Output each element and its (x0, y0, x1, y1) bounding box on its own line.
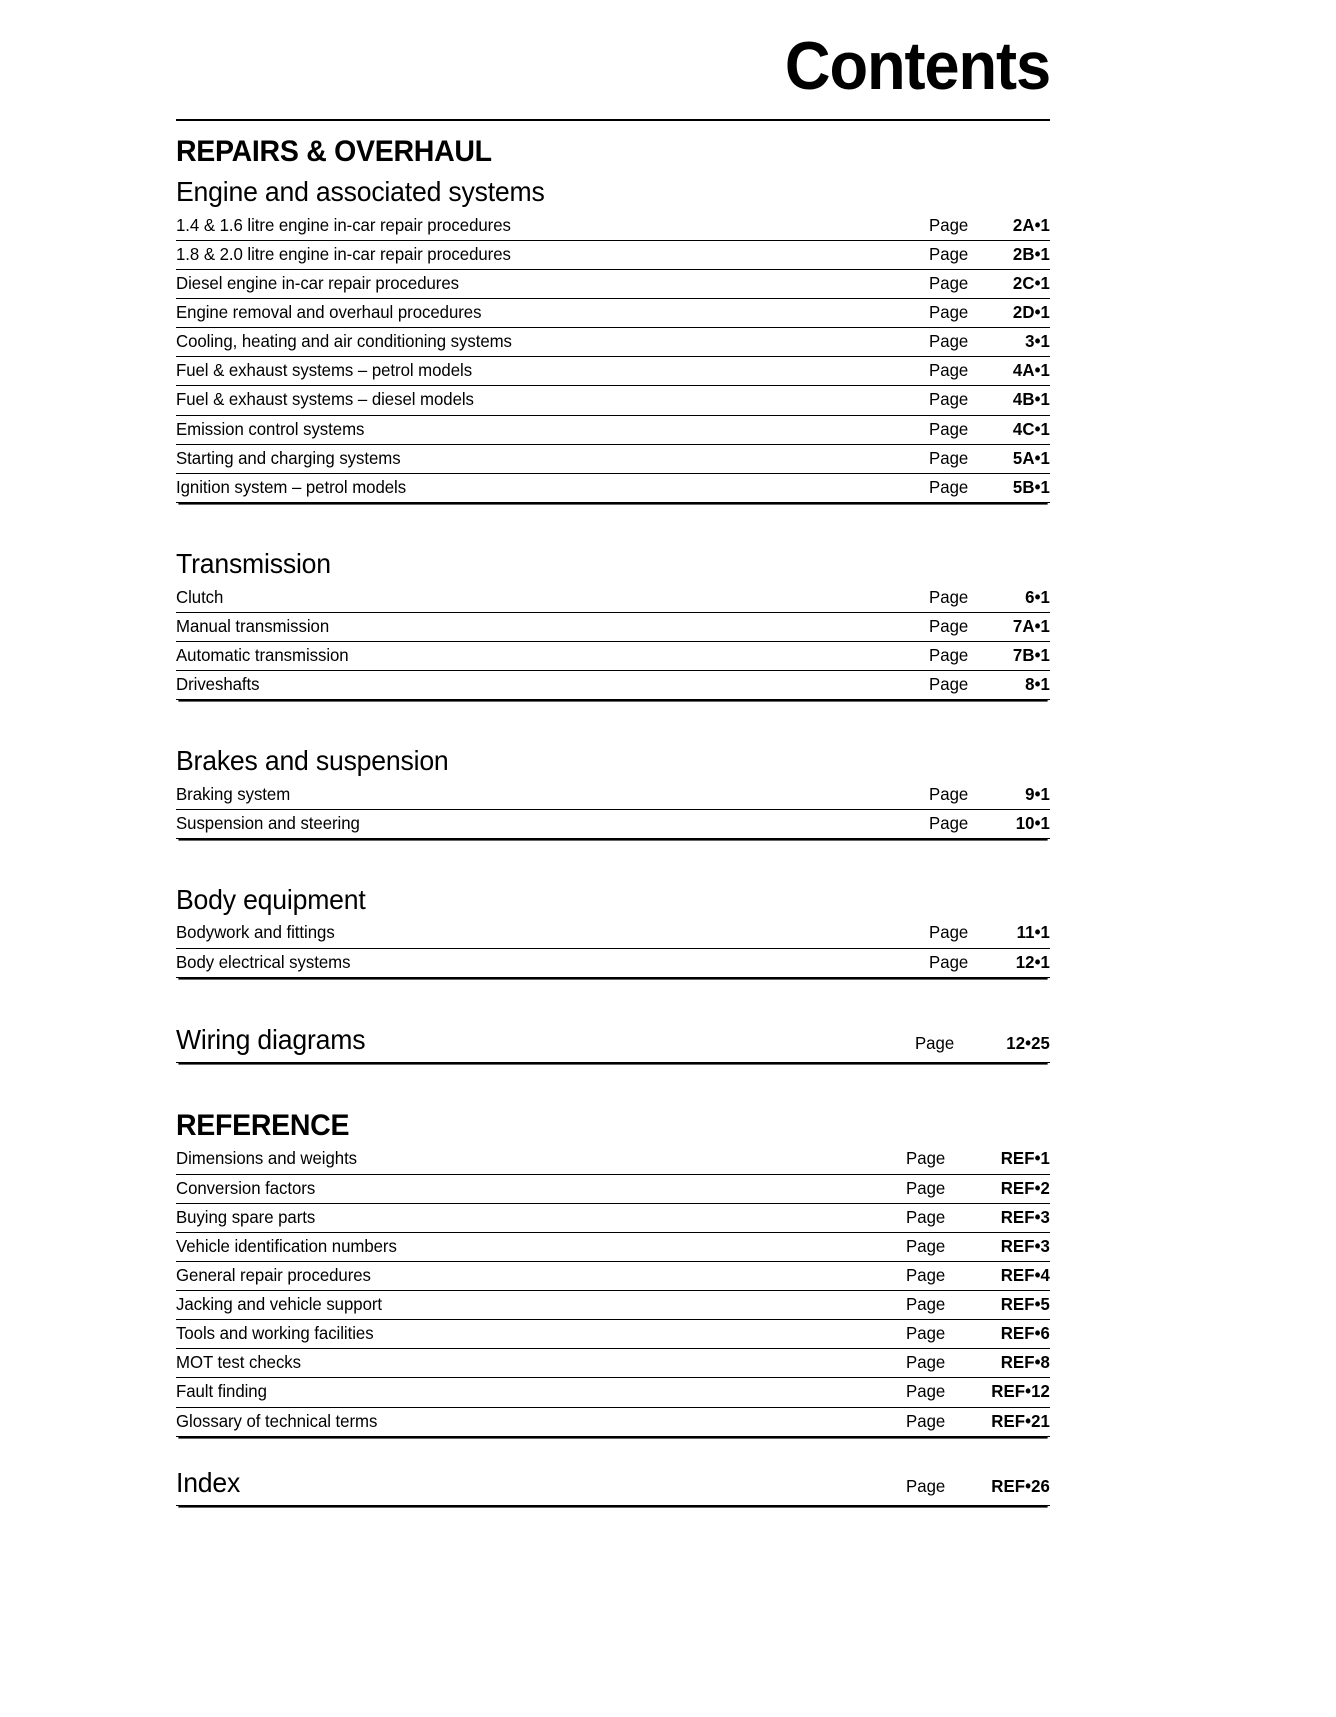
entry-page-number: 8•1 (1025, 673, 1050, 694)
entry-page-label: Page (929, 644, 969, 665)
group-heading: Brakes and suspension (176, 745, 449, 777)
entry-title: 1.4 & 1.6 litre engine in-car repair procedures (176, 214, 511, 235)
entry-title: Ignition system – petrol models (176, 476, 407, 497)
group-body-equipment (176, 879, 1050, 978)
entry-page-number: REF•8 (1000, 1352, 1050, 1373)
entry-title: Index (176, 1466, 241, 1498)
entry-page-label: Page (906, 1148, 946, 1169)
entry-page-label: Page (929, 243, 969, 264)
toc-entry[interactable] (176, 241, 1050, 270)
toc-entry[interactable] (176, 1378, 1050, 1407)
section-reference (176, 1095, 1050, 1506)
entry-page-number: 5B•1 (1012, 476, 1050, 497)
entry-title: Wiring diagrams (176, 1023, 366, 1055)
entry-page-number: REF•6 (1000, 1323, 1050, 1344)
spacer (176, 1437, 1050, 1461)
spacer (176, 700, 1050, 740)
toc-entry[interactable] (176, 299, 1050, 328)
entry-page-label: Page (929, 360, 969, 381)
toc-entry[interactable] (176, 671, 1050, 700)
entry-page-label: Page (929, 615, 969, 636)
toc-entry[interactable] (176, 328, 1050, 357)
entry-page-number: 5A•1 (1012, 447, 1050, 468)
entry-page-label: Page (929, 812, 969, 833)
entry-title: Cooling, heating and air conditioning systems (176, 331, 512, 352)
entry-page-label: Page (915, 1032, 955, 1053)
entry-page-label: Page (929, 272, 969, 293)
entry-page-label: Page (929, 302, 969, 323)
toc-entry[interactable] (176, 1204, 1050, 1233)
entry-page-number: REF•21 (991, 1410, 1050, 1431)
entry-page-label: Page (906, 1264, 946, 1285)
group-heading: Transmission (176, 547, 331, 579)
section-heading: REPAIRS & OVERHAUL (176, 134, 492, 168)
entry-title: Engine removal and overhaul procedures (176, 302, 482, 323)
toc-entry[interactable] (176, 1408, 1050, 1437)
toc-entry-wiring-diagrams[interactable] (176, 1018, 1050, 1063)
entry-page-label: Page (906, 1381, 946, 1402)
entry-page-label: Page (929, 447, 969, 468)
entry-page-label: Page (906, 1410, 946, 1431)
spacer (176, 839, 1050, 879)
entry-title: Conversion factors (176, 1177, 316, 1198)
entry-title: Body electrical systems (176, 951, 351, 972)
entry-page-label: Page (906, 1323, 946, 1344)
toc-entry[interactable] (176, 584, 1050, 613)
entry-page-label: Page (929, 673, 969, 694)
entry-page-number: REF•4 (1000, 1264, 1050, 1285)
entry-title: Fault finding (176, 1381, 267, 1402)
entry-title: General repair procedures (176, 1264, 371, 1285)
toc-entry[interactable] (176, 1291, 1050, 1320)
entry-page-label: Page (929, 214, 969, 235)
entry-title: MOT test checks (176, 1352, 302, 1373)
toc-entry[interactable] (176, 810, 1050, 839)
group-brakes-and-suspension (176, 740, 1050, 839)
group-heading: Body equipment (176, 883, 366, 915)
toc-entry[interactable] (176, 1175, 1050, 1204)
toc-entry[interactable] (176, 613, 1050, 642)
entry-page-number: 4B•1 (1012, 389, 1050, 410)
toc-entry[interactable] (176, 1320, 1050, 1349)
contents-column (176, 0, 1050, 1506)
entry-page-number: REF•26 (991, 1475, 1050, 1496)
entry-page-label: Page (906, 1177, 946, 1198)
entry-title: Dimensions and weights (176, 1148, 358, 1169)
toc-entry[interactable] (176, 474, 1050, 503)
entry-page-label: Page (906, 1206, 946, 1227)
group-engine-and-associated-systems (176, 171, 1050, 503)
group-heading: Engine and associated systems (176, 176, 545, 208)
toc-entry[interactable] (176, 1233, 1050, 1262)
entry-title: Diesel engine in-car repair procedures (176, 272, 459, 293)
entry-page-label: Page (929, 389, 969, 410)
entry-page-label: Page (906, 1352, 946, 1373)
entry-page-label: Page (929, 783, 969, 804)
entry-page-number: REF•3 (1000, 1206, 1050, 1227)
entry-title: Emission control systems (176, 418, 365, 439)
entry-title: Bodywork and fittings (176, 922, 335, 943)
spacer (176, 503, 1050, 543)
toc-entry[interactable] (176, 1349, 1050, 1378)
entry-page-number: 4A•1 (1012, 360, 1050, 381)
toc-entry[interactable] (176, 919, 1050, 948)
entry-page-label: Page (929, 951, 969, 972)
entry-page-number: 2B•1 (1012, 243, 1050, 264)
entry-title: Fuel & exhaust systems – petrol models (176, 360, 473, 381)
toc-entry[interactable] (176, 1262, 1050, 1291)
toc-entry[interactable] (176, 270, 1050, 299)
page-title: Contents (784, 28, 1050, 104)
entry-page-number: 11•1 (1016, 922, 1050, 943)
toc-entry[interactable] (176, 416, 1050, 445)
entry-page-number: REF•3 (1000, 1235, 1050, 1256)
toc-entry[interactable] (176, 642, 1050, 671)
entry-page-label: Page (906, 1294, 946, 1315)
entry-title: Jacking and vehicle support (176, 1294, 383, 1315)
entry-page-label: Page (929, 418, 969, 439)
entry-page-number: 12•1 (1015, 951, 1050, 972)
section-heading: REFERENCE (176, 1108, 350, 1142)
entry-title: Vehicle identification numbers (176, 1235, 397, 1256)
toc-entry[interactable] (176, 781, 1050, 810)
toc-entry[interactable] (176, 1145, 1050, 1174)
section-repairs-overhaul (176, 121, 1050, 978)
entry-title: Braking system (176, 783, 291, 804)
entry-page-number: 10•1 (1015, 812, 1050, 833)
entry-title: Glossary of technical terms (176, 1410, 378, 1431)
entry-page-number: REF•5 (1000, 1294, 1050, 1315)
entry-page-number: REF•1 (1000, 1148, 1050, 1169)
entry-title: Fuel & exhaust systems – diesel models (176, 389, 474, 410)
entry-page-number: 2C•1 (1012, 272, 1050, 293)
toc-entry[interactable] (176, 386, 1050, 415)
entry-page-number: 12•25 (1006, 1032, 1050, 1053)
entry-page-number: 4C•1 (1012, 418, 1050, 439)
entry-title: Suspension and steering (176, 812, 360, 833)
toc-entry[interactable] (176, 357, 1050, 386)
entry-title: Starting and charging systems (176, 447, 401, 468)
toc-entry-index[interactable] (176, 1461, 1050, 1506)
entry-title: Driveshafts (176, 673, 260, 694)
entry-page-number: 2A•1 (1012, 214, 1050, 235)
entry-page-number: REF•2 (1000, 1177, 1050, 1198)
spacer (176, 978, 1050, 1018)
entry-page-number: 7A•1 (1012, 615, 1050, 636)
entry-page-label: Page (929, 922, 969, 943)
entry-page-number: 9•1 (1025, 783, 1050, 804)
entry-page-number: REF•12 (991, 1381, 1050, 1402)
entry-page-label: Page (906, 1235, 946, 1256)
entry-title: Manual transmission (176, 615, 330, 636)
spacer (176, 1063, 1050, 1095)
entry-page-number: 3•1 (1025, 331, 1050, 352)
entry-page-label: Page (929, 586, 969, 607)
entry-title: Automatic transmission (176, 644, 349, 665)
entry-page-label: Page (929, 331, 969, 352)
entry-page-number: 2D•1 (1012, 302, 1050, 323)
entry-title: Buying spare parts (176, 1206, 316, 1227)
entry-page-label: Page (929, 476, 969, 497)
entry-title: Clutch (176, 586, 224, 607)
toc-entry[interactable] (176, 949, 1050, 978)
entry-title: 1.8 & 2.0 litre engine in-car repair procedures (176, 243, 511, 264)
entry-page-number: 7B•1 (1012, 644, 1050, 665)
entry-title: Tools and working facilities (176, 1323, 374, 1344)
entry-page-number: 6•1 (1025, 586, 1050, 607)
entry-page-label: Page (906, 1475, 946, 1496)
toc-entry[interactable] (176, 445, 1050, 474)
group-transmission (176, 543, 1050, 700)
toc-entry[interactable] (176, 212, 1050, 241)
